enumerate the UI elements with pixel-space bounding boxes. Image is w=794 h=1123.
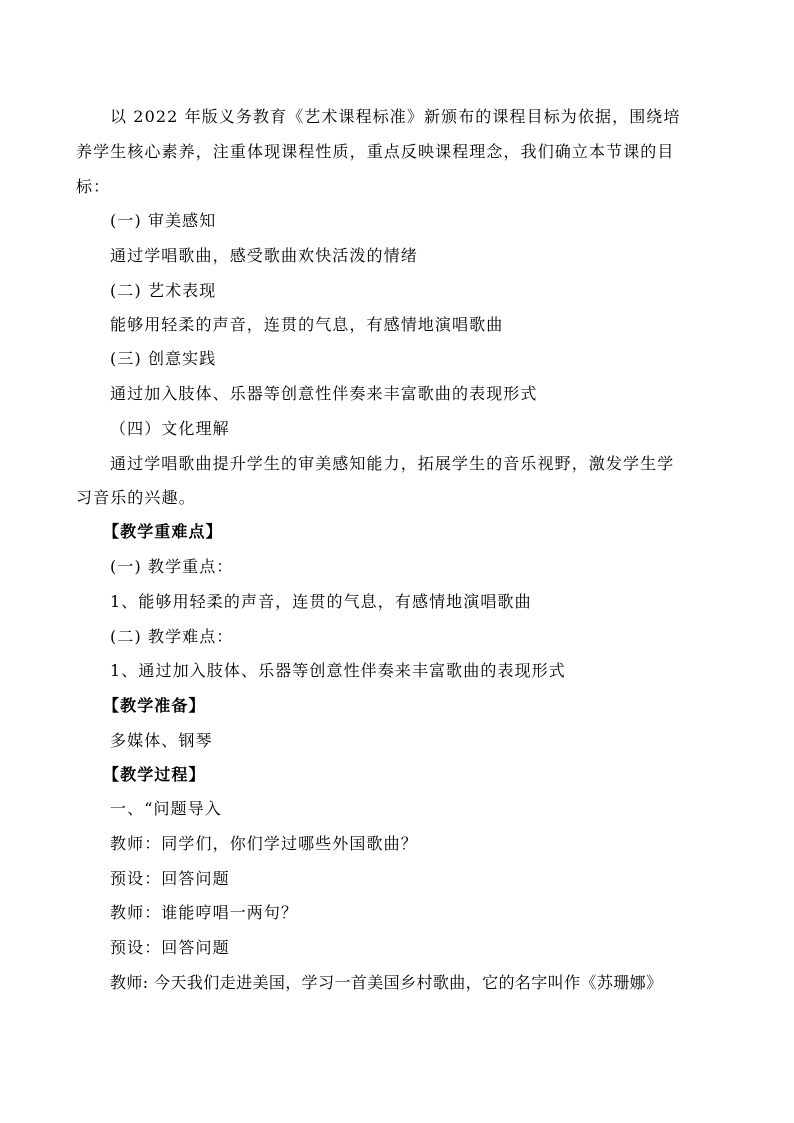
preparation-text: 多媒体、钢琴 (110, 731, 213, 750)
difficulty-item: 1、通过加入肢体、乐器等创意性伴奏来丰富歌曲的表现形式 (110, 661, 566, 680)
dialog-line-2: 预设：回答问题 (110, 869, 230, 888)
dialog-line-5: 教师: 今天我们走进美国，学习一首美国乡村歌曲，它的名字叫作《苏珊娜》 (110, 973, 663, 992)
intro-line-2: 养学生核心素养，注重体现课程性质，重点反映课程理念，我们确立本节课的目 (76, 142, 675, 161)
objective-text-4-line-1: 通过学唱歌曲提升学生的审美感知能力，拓展学生的音乐视野，激发学生学 (110, 454, 675, 473)
focus-heading: (一) 教学重点： (110, 557, 234, 576)
dialog-line-4: 预设：回答问题 (110, 938, 230, 957)
difficulty-heading: (二) 教学难点： (110, 627, 234, 646)
intro-line-3: 标： (76, 177, 111, 196)
process-step-1: 一、“问题导入 (110, 799, 222, 818)
objective-heading-1: (一) 审美感知 (110, 211, 217, 230)
objective-text-2: 能够用轻柔的声音，连贯的气息，有感情地演唱歌曲 (110, 315, 504, 334)
dialog-line-3: 教师：谁能哼唱一两句？ (110, 903, 299, 922)
objective-heading-3: (三) 创意实践 (110, 349, 217, 368)
process-title: 【教学过程】 (103, 765, 206, 784)
intro-line-1: 以 2022 年版义务教育《艺术课程标准》新颁布的课程目标为依据，围绕培 (110, 107, 681, 126)
objective-text-4-line-2: 习音乐的兴趣。 (76, 488, 196, 507)
key-points-title: 【教学重难点】 (103, 522, 223, 541)
objective-heading-2: (二) 艺术表现 (110, 281, 217, 300)
objective-text-3: 通过加入肢体、乐器等创意性伴奏来丰富歌曲的表现形式 (110, 384, 538, 403)
preparation-title: 【教学准备】 (103, 696, 206, 715)
focus-item: 1、能够用轻柔的声音，连贯的气息，有感情地演唱歌曲 (110, 592, 532, 611)
dialog-line-1: 教师：同学们，你们学过哪些外国歌曲？ (110, 834, 418, 853)
objective-heading-4: （四）文化理解 (110, 419, 230, 438)
objective-text-1: 通过学唱歌曲，感受歌曲欢快活泼的情绪 (110, 246, 418, 265)
